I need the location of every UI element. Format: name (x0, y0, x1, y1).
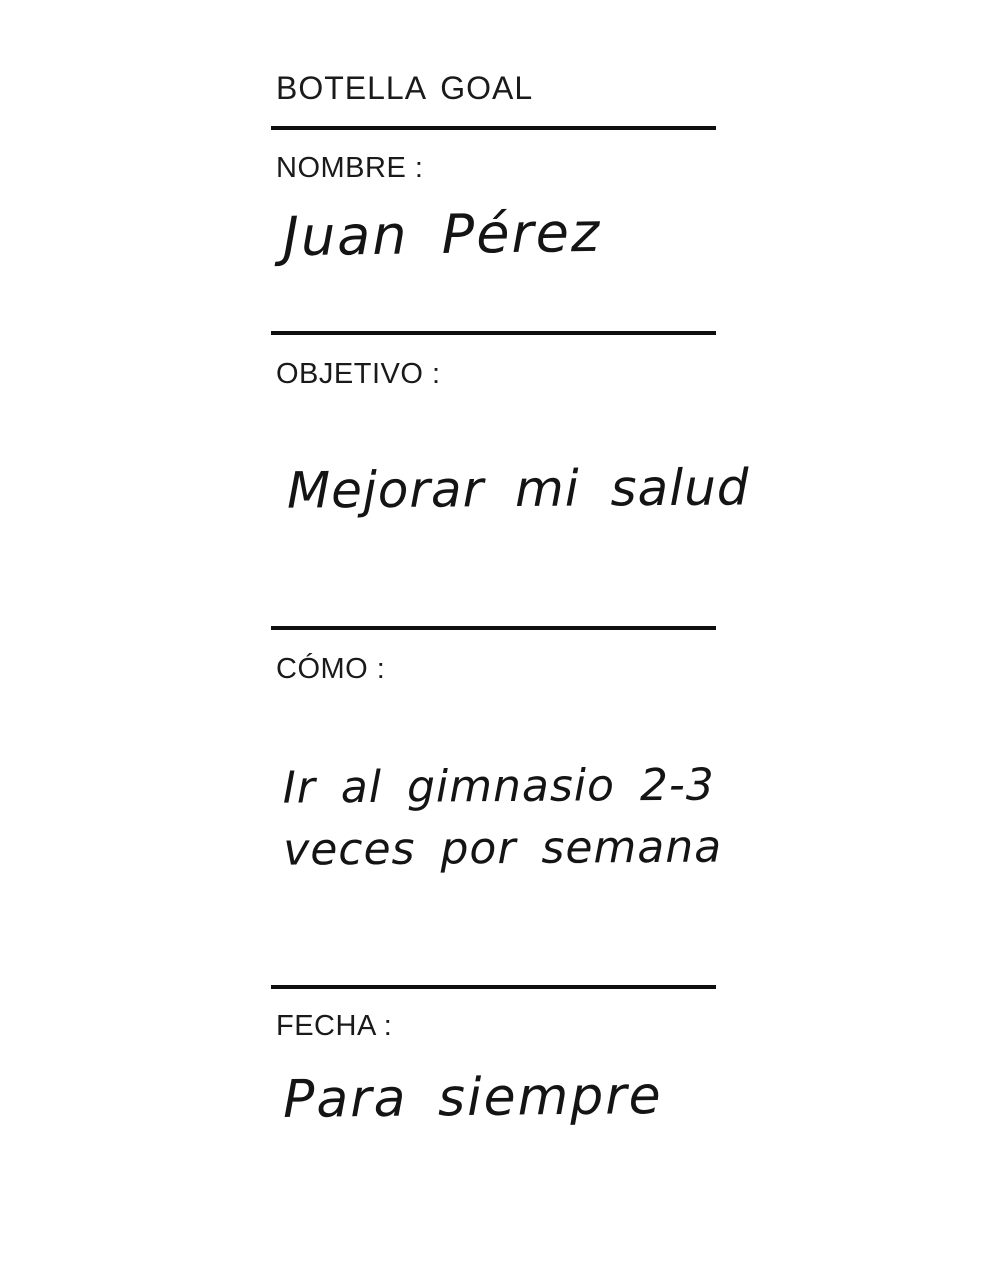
como-label: CÓMO : (276, 653, 386, 685)
como-divider (271, 985, 716, 989)
como-value: Ir al gimnasio 2-3 veces por semana (282, 759, 723, 877)
fecha-label: FECHA : (276, 1010, 393, 1042)
title-divider (271, 126, 716, 130)
fecha-value: Para siempre (282, 1066, 663, 1130)
objetivo-value: Mejorar mi salud (286, 458, 750, 520)
nombre-label: NOMBRE : (276, 152, 424, 184)
objetivo-divider (271, 626, 716, 630)
page-title: BOTELLA GOAL (276, 70, 534, 106)
nombre-value: Juan Pérez (282, 200, 602, 269)
objetivo-label: OBJETIVO : (276, 358, 441, 390)
nombre-divider (271, 331, 716, 335)
